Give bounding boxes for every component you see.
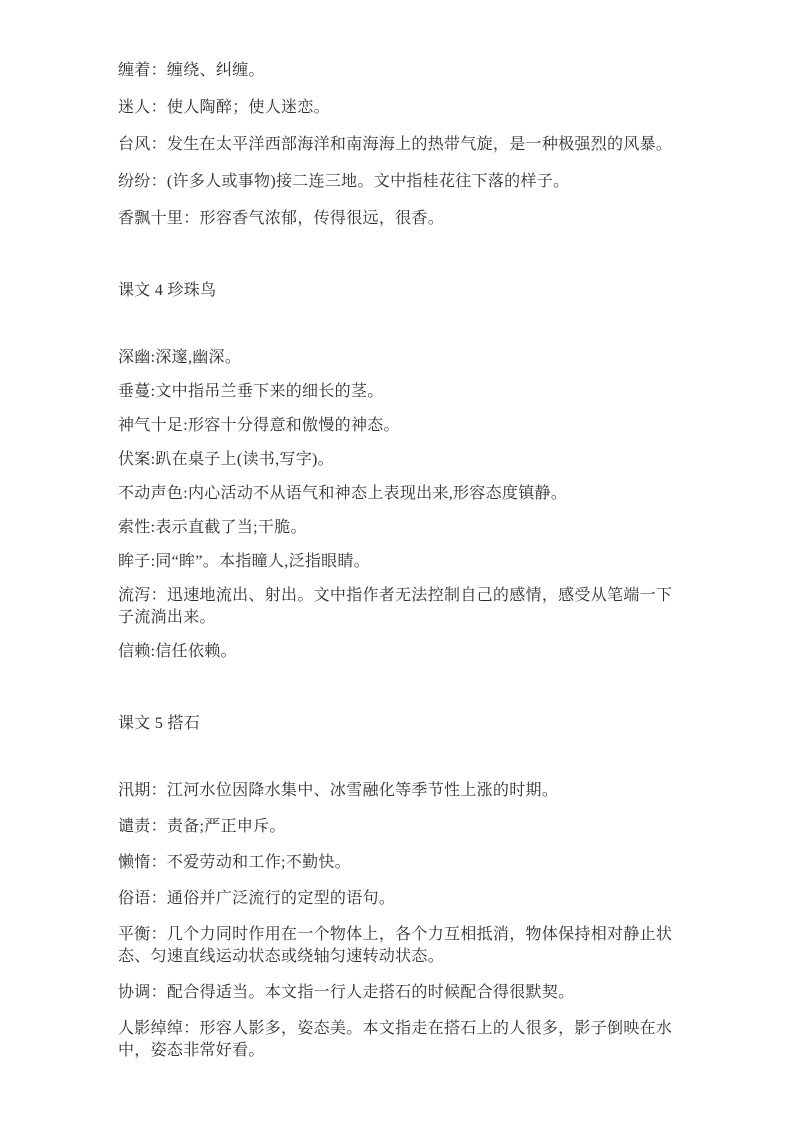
definition-term: 眸子 (118, 553, 151, 570)
definition-entry (118, 585, 684, 629)
definition-text: 使人陶醉；使人迷恋。 (166, 99, 330, 116)
definition-term: 索性 (118, 519, 151, 536)
definition-term: 台风 (118, 136, 151, 153)
definition-entry (118, 449, 684, 471)
definition-text: 文中指吊兰垂下来的细长的茎。 (155, 383, 384, 400)
definition-text: 形容人影多，姿态美。本文指走在搭石上的人很多，影子倒映在水中，姿态非常好看。 (118, 1020, 673, 1059)
definition-term: 缠着 (118, 62, 151, 79)
definition-separator: ： (150, 136, 167, 153)
definition-separator: ： (150, 854, 167, 871)
definition-term: 伏案 (118, 451, 151, 468)
definition-separator: ： (150, 926, 167, 943)
definition-entry (118, 888, 684, 910)
definition-term: 不动声色 (118, 485, 184, 502)
definition-separator: : (150, 451, 156, 468)
definition-text: 配合得适当。本文指一行人走搭石的时候配合得很默契。 (166, 984, 575, 1001)
definition-text: 不爱劳动和工作;不勤快。 (166, 854, 351, 871)
definition-text: 形容香气浓郁，传得很远，很香。 (199, 210, 445, 227)
definition-text: 通俗并广泛流行的定型的语句。 (166, 890, 396, 907)
definition-separator: ： (150, 62, 167, 79)
definition-separator: ： (183, 1020, 200, 1037)
definition-entry (118, 1018, 684, 1062)
definition-text: 责备;严正申斥。 (166, 818, 286, 835)
definition-text: 表示直截了当;干脆。 (155, 519, 307, 536)
definition-separator: ： (150, 173, 167, 190)
definition-text: 缠绕、纠缠。 (166, 62, 265, 79)
definition-separator: : (150, 553, 156, 570)
definition-term: 人影绰绰 (118, 1020, 184, 1037)
definition-term: 垂蔓 (118, 383, 151, 400)
definition-term: 迷人 (118, 99, 151, 116)
definition-separator: ： (150, 782, 167, 799)
definition-entry (118, 171, 684, 193)
definition-separator: ： (150, 99, 167, 116)
definition-term: 汛期 (118, 782, 151, 799)
definition-entry (118, 415, 684, 437)
definition-entry (118, 780, 684, 802)
definition-term: 信赖 (118, 643, 151, 660)
definition-separator: : (150, 383, 156, 400)
definition-text: 趴在桌子上(读书,写字)。 (155, 451, 334, 468)
definition-text: 信任依赖。 (155, 643, 237, 660)
definition-term: 协调 (118, 984, 151, 1001)
definition-separator: : (150, 519, 156, 536)
definition-separator: ： (183, 210, 200, 227)
definition-term: 香飘十里 (118, 210, 184, 227)
definition-term: 谴责 (118, 818, 151, 835)
definition-separator: : (183, 417, 188, 434)
definition-entry (118, 208, 684, 230)
definition-term: 流泻 (118, 587, 151, 604)
definition-separator: : (183, 485, 188, 502)
definition-text: 内心活动不从语气和神态上表现出来,形容态度镇静。 (187, 485, 568, 502)
definition-text: 形容十分得意和傲慢的神态。 (187, 417, 400, 434)
definition-separator: ： (150, 890, 167, 907)
definition-entry (118, 517, 684, 539)
definition-term: 神气十足 (118, 417, 184, 434)
definition-entry (118, 483, 684, 505)
definition-term: 平衡 (118, 926, 151, 943)
definition-entry (118, 982, 684, 1004)
definition-entry (118, 641, 684, 663)
definition-entry (118, 924, 684, 968)
section-heading: 课文 5 搭石 (118, 715, 201, 732)
definition-separator: ： (150, 984, 167, 1001)
definition-text: 深邃,幽深。 (155, 349, 242, 366)
definition-entry (118, 97, 684, 119)
definition-entry (118, 852, 684, 874)
definition-separator: ： (150, 818, 167, 835)
definition-separator: : (150, 349, 156, 366)
definition-separator: : (150, 643, 156, 660)
definition-term: 纷纷 (118, 173, 151, 190)
definition-text: 发生在太平洋西部海洋和南海海上的热带气旋，是一种极强烈的风暴。 (166, 136, 673, 153)
definition-text: 几个力同时作用在一个物体上，各个力互相抵消，物体保持相对静止状态、匀速直线运动状态或绕轴匀速转动状态。 (118, 926, 673, 965)
document-body (118, 60, 684, 1062)
definition-text: 同“眸”。本指瞳人,泛指眼睛。 (155, 553, 371, 570)
definition-entry (118, 134, 684, 156)
definition-entry (118, 551, 684, 573)
definition-text: 江河水位因降水集中、冰雪融化等季节性上涨的时期。 (166, 782, 559, 799)
definition-term: 懒惰 (118, 854, 151, 871)
definition-entry (118, 347, 684, 369)
definition-separator: ： (150, 587, 167, 604)
definition-term: 俗语 (118, 890, 151, 907)
definition-text: 迅速地流出、射出。文中指作者无法控制自己的感情，感受从笔端一下子流淌出来。 (118, 587, 673, 626)
definition-entry (118, 816, 684, 838)
definition-entry (118, 381, 684, 403)
definition-entry (118, 60, 684, 82)
definition-term: 深幽 (118, 349, 151, 366)
definition-text: (许多人或事物)接二连三地。文中指桂花往下落的样子。 (166, 173, 570, 190)
section-heading: 课文 4 珍珠鸟 (118, 282, 217, 299)
